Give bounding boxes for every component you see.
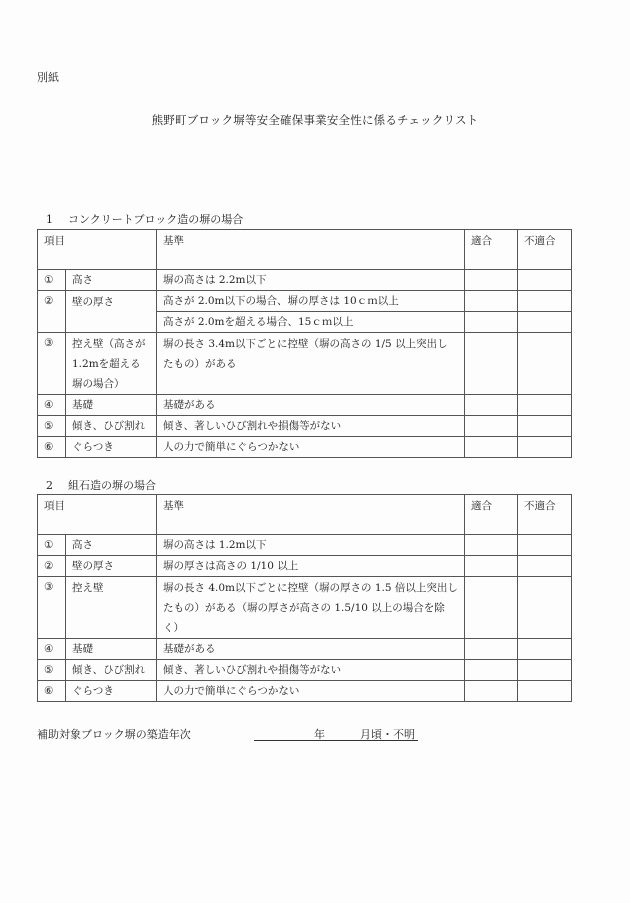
- row-number: ④: [38, 639, 66, 660]
- table-row: [38, 333, 572, 395]
- table-row: [38, 270, 572, 291]
- header-nonconform: 不適合: [518, 495, 572, 535]
- row-criteria: 塀の厚さは高さの 1/10 以上: [157, 556, 465, 577]
- table-row: [38, 660, 572, 681]
- row-item: 傾き、ひび割れ: [66, 416, 157, 437]
- nonconform-checkbox[interactable]: [518, 577, 572, 639]
- header-criteria: 基準: [157, 495, 465, 535]
- table-row: [38, 577, 572, 639]
- table-row: [38, 681, 572, 702]
- row-number: ⑤: [38, 416, 66, 437]
- construction-year-field[interactable]: [254, 723, 418, 741]
- conform-checkbox[interactable]: [465, 556, 518, 577]
- row-item: 控え壁（高さが 1.2mを超える塀の場合）: [66, 333, 157, 395]
- row-number: ①: [38, 535, 66, 556]
- row-criteria: 塀の高さは 2.2m以下: [157, 270, 465, 291]
- row-number: ⑤: [38, 660, 66, 681]
- row-item: 傾き、ひび割れ: [66, 660, 157, 681]
- row-item: ぐらつき: [66, 681, 157, 702]
- row-item: 基礎: [66, 639, 157, 660]
- nonconform-checkbox[interactable]: [518, 333, 572, 395]
- row-item: 壁の厚さ: [66, 556, 157, 577]
- checklist-table-concrete-block: [37, 229, 572, 458]
- section-1-heading: [46, 211, 243, 227]
- row-number: ③: [38, 333, 66, 395]
- conform-checkbox[interactable]: [465, 270, 518, 291]
- row-criteria: 高さが 2.0m以下の場合、塀の厚さは 10ｃｍ以上: [157, 291, 465, 312]
- nonconform-checkbox[interactable]: [518, 395, 572, 416]
- row-number: ②: [38, 291, 66, 333]
- table-header-row: [38, 230, 572, 270]
- table-row: [38, 639, 572, 660]
- row-item: ぐらつき: [66, 437, 157, 458]
- table-row: [38, 416, 572, 437]
- conform-checkbox[interactable]: [465, 535, 518, 556]
- nonconform-checkbox[interactable]: [518, 291, 572, 312]
- section-2-heading: [46, 477, 156, 493]
- nonconform-checkbox[interactable]: [518, 437, 572, 458]
- row-number: ⑥: [38, 437, 66, 458]
- table-row: [38, 395, 572, 416]
- header-item: 項目: [38, 495, 157, 535]
- conform-checkbox[interactable]: [465, 660, 518, 681]
- row-criteria: 傾き、著しいひび割れや損傷等がない: [157, 416, 465, 437]
- row-number: ⑥: [38, 681, 66, 702]
- section-number: 2: [46, 479, 53, 492]
- checklist-table-masonry: [37, 494, 572, 702]
- row-item: 高さ: [66, 270, 157, 291]
- row-criteria: 塀の長さ 3.4m以下ごとに控壁（塀の高さの 1/5 以上突出したもの）がある: [157, 333, 465, 395]
- nonconform-checkbox[interactable]: [518, 660, 572, 681]
- row-criteria: 高さが 2.0mを超える場合、15ｃｍ以上: [157, 312, 465, 333]
- row-criteria: 塀の長さ 4.0m以下ごとに控壁（塀の厚さの 1.5 倍以上突出したもの）がある（塀の厚さが高さの 1.5/10 以上の場合を除く）: [157, 577, 465, 639]
- conform-checkbox[interactable]: [465, 416, 518, 437]
- conform-checkbox[interactable]: [465, 312, 518, 333]
- row-item: 高さ: [66, 535, 157, 556]
- nonconform-checkbox[interactable]: [518, 639, 572, 660]
- conform-checkbox[interactable]: [465, 395, 518, 416]
- row-number: ③: [38, 577, 66, 639]
- conform-checkbox[interactable]: [465, 639, 518, 660]
- row-item: 控え壁: [66, 577, 157, 639]
- header-criteria: 基準: [157, 230, 465, 270]
- conform-checkbox[interactable]: [465, 333, 518, 395]
- row-item: 基礎: [66, 395, 157, 416]
- header-item: 項目: [38, 230, 157, 270]
- row-criteria: 人の力で簡単にぐらつかない: [157, 437, 465, 458]
- conform-checkbox[interactable]: [465, 291, 518, 312]
- month-unit: 月頃・不明: [360, 728, 415, 741]
- header-conform: 適合: [465, 230, 518, 270]
- conform-checkbox[interactable]: [465, 577, 518, 639]
- table-row: [38, 291, 572, 312]
- row-criteria: 基礎がある: [157, 639, 465, 660]
- row-criteria: 塀の高さは 1.2m以下: [157, 535, 465, 556]
- section-title: 組石造の塀の場合: [68, 479, 156, 492]
- header-conform: 適合: [465, 495, 518, 535]
- row-number: ①: [38, 270, 66, 291]
- nonconform-checkbox[interactable]: [518, 535, 572, 556]
- section-title: コンクリートブロック造の塀の場合: [68, 213, 244, 226]
- nonconform-checkbox[interactable]: [518, 556, 572, 577]
- row-criteria: 傾き、著しいひび割れや損傷等がない: [157, 660, 465, 681]
- construction-year-label: 補助対象ブロック塀の築造年次: [37, 728, 191, 741]
- row-number: ④: [38, 395, 66, 416]
- nonconform-checkbox[interactable]: [518, 270, 572, 291]
- nonconform-checkbox[interactable]: [518, 416, 572, 437]
- header-nonconform: 不適合: [518, 230, 572, 270]
- document-title: 熊野町ブロック塀等安全確保事業安全性に係るチェックリスト: [151, 113, 479, 127]
- conform-checkbox[interactable]: [465, 681, 518, 702]
- section-number: 1: [46, 213, 53, 226]
- annex-label: 別紙: [37, 71, 59, 84]
- row-item: 壁の厚さ: [66, 291, 157, 333]
- nonconform-checkbox[interactable]: [518, 681, 572, 702]
- row-number: ②: [38, 556, 66, 577]
- table-header-row: [38, 495, 572, 535]
- year-unit: 年: [314, 728, 325, 741]
- nonconform-checkbox[interactable]: [518, 312, 572, 333]
- table-row: [38, 535, 572, 556]
- row-criteria: 人の力で簡単にぐらつかない: [157, 681, 465, 702]
- table-row: [38, 437, 572, 458]
- table-row: [38, 556, 572, 577]
- row-criteria: 基礎がある: [157, 395, 465, 416]
- conform-checkbox[interactable]: [465, 437, 518, 458]
